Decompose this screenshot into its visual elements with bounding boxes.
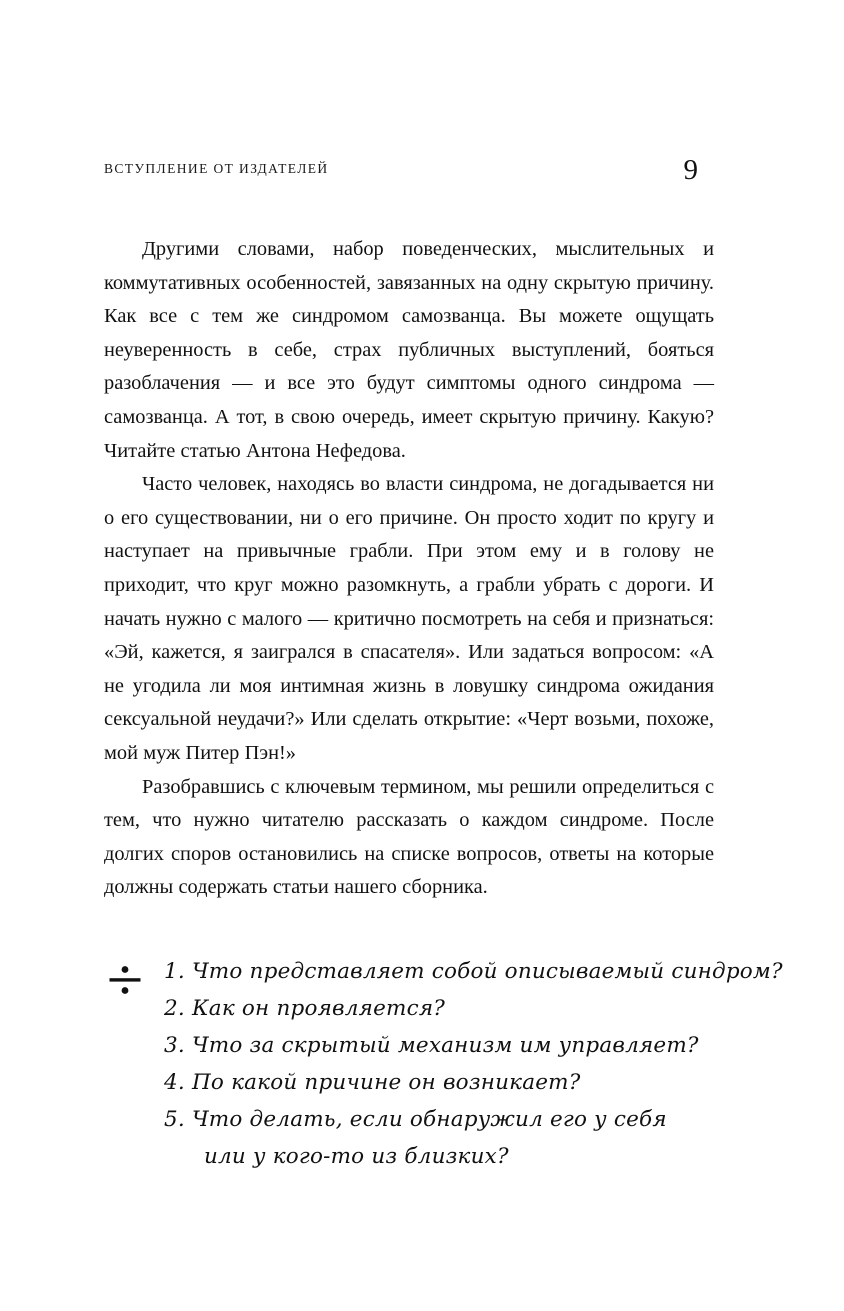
list-item-text: Что за скрытый механизм им управляет? bbox=[191, 1032, 699, 1058]
page-number: 9 bbox=[683, 154, 698, 186]
running-head: ВСТУПЛЕНИЕ ОТ ИЗДАТЕЛЕЙ bbox=[104, 161, 329, 176]
list-item-number: 2. bbox=[164, 995, 185, 1021]
list-item bbox=[164, 1027, 714, 1064]
division-sign-icon bbox=[108, 963, 142, 997]
list-item-number: 5. bbox=[164, 1106, 185, 1132]
body-text bbox=[104, 233, 714, 905]
paragraph: Разобравшись с ключевым термином, мы решили определиться с тем, что нужно читателю рассказать о каждом синдроме. После долгих споров остановились на списке вопросов, ответы на которые должны содержать статьи нашего сборника. bbox=[104, 775, 714, 899]
list-item-text: Что представляет собой описываемый синдром? bbox=[191, 958, 783, 984]
list-item bbox=[164, 1101, 714, 1138]
paragraph: Часто человек, находясь во власти синдрома, не догадывается ни о его существовании, ни о его причине. Он просто ходит по кругу и наступает на привычные грабли. При этом ему и в голову не приходит, что круг можно разомкнуть, а грабли убрать с дороги. И начать нужно с малого — критично посмотреть на себя и признаться: «Эй, кажется, я заигрался в спасателя». Или задаться вопросом: «А не угодила ли моя интимная жизнь в ловушку синдрома ожидания сексуальной неудачи?» Или сделать открытие: «Черт возьми, похоже, мой муж Питер Пэн!» bbox=[104, 473, 714, 764]
page-header bbox=[104, 150, 714, 190]
list-item-number: 3. bbox=[164, 1032, 185, 1058]
question-list bbox=[104, 953, 783, 1175]
list-item-continuation: или у кого-то из близких? bbox=[204, 1143, 509, 1169]
list-item-text: Что делать, если обнаружил его у себя bbox=[191, 1106, 667, 1132]
list-item bbox=[164, 953, 783, 990]
list-item-number: 1. bbox=[164, 958, 185, 984]
list-item-number: 4. bbox=[164, 1069, 185, 1095]
list-item bbox=[164, 990, 714, 1027]
list-item-text: Как он проявляется? bbox=[191, 995, 445, 1021]
page-content bbox=[104, 150, 783, 1175]
list-item bbox=[164, 1064, 714, 1101]
paragraph: Другими словами, набор поведенческих, мыслительных и коммутативных особенностей, завязанных на одну скрытую причину. Как все с тем же синдромом самозванца. Вы можете ощущать неуверенность в себе, страх публичных выступлений, бояться разоблачения — и все это будут симптомы одного синдрома — самозванца. А тот, в свою очередь, имеет скрытую причину. Какую? Читайте статью Антона Нефедова. bbox=[104, 238, 714, 462]
list-item-text: По какой причине он возникает? bbox=[191, 1069, 581, 1095]
